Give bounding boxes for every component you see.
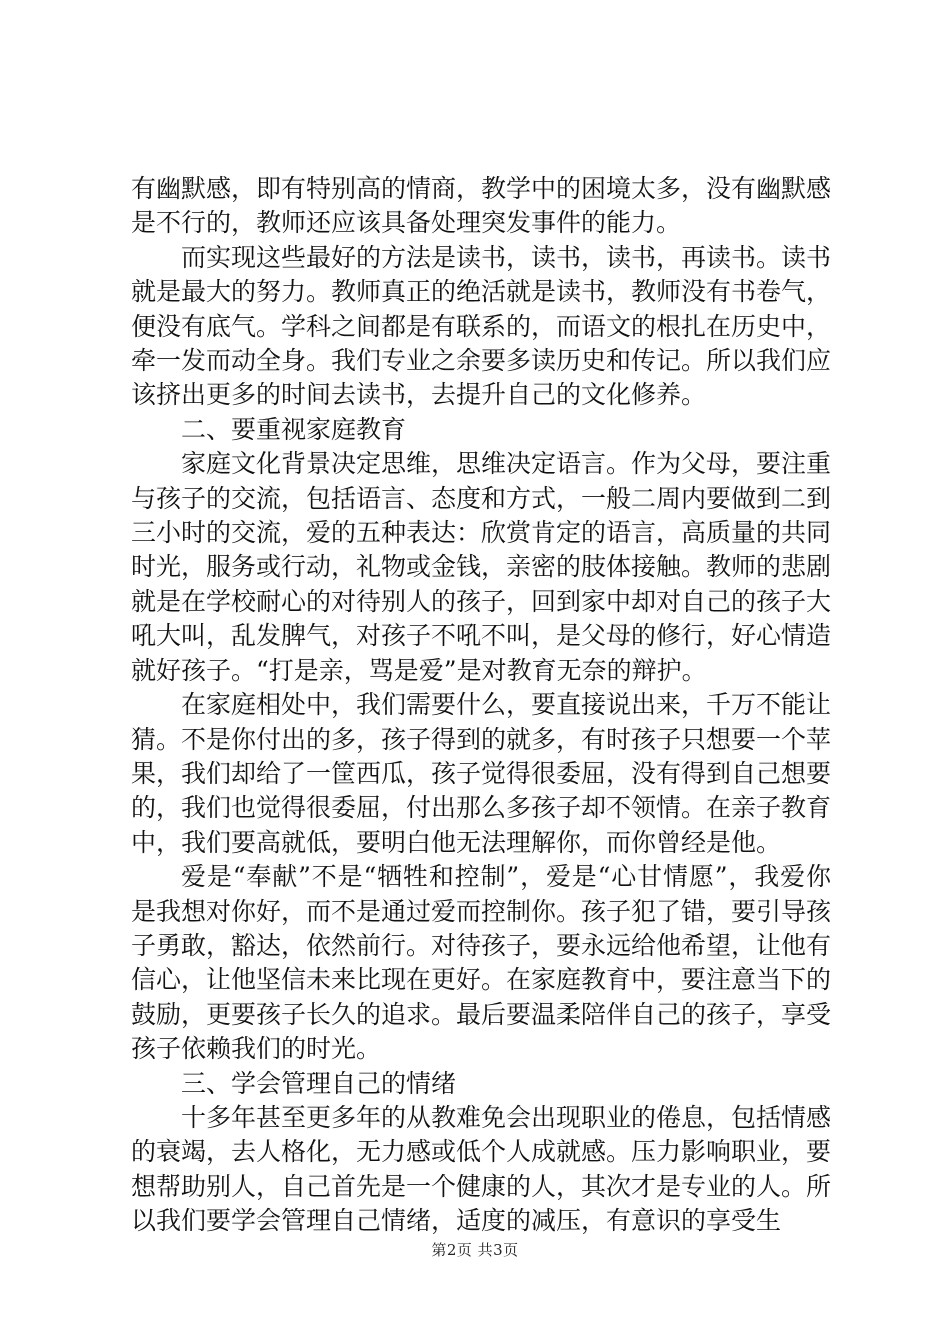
paragraph-burnout: 十多年甚至更多年的从教难免会出现职业的倦息，包括情感的衰竭，去人格化，无力感或低个人成就感。压力影响职业，要想帮助别人，自己首先是一个健康的人，其次才是专业的人。所以我们要学会管理自己情绪，适度的减压，有意识的享受生: [131, 1102, 832, 1236]
section-heading-emotion-management: 三、学会管理自己的情绪: [181, 1068, 457, 1098]
document-body: [131, 172, 831, 1239]
paragraph-continuation: 有幽默感，即有特别高的情商，教学中的困境太多，没有幽默感是不行的，教师还应该具备处理突发事件的能力。: [131, 174, 832, 238]
page-number-footer: 第2页 共3页: [431, 1241, 519, 1259]
paragraph-family-culture: 家庭文化背景决定思维，思维决定语言。作为父母，要注重与孩子的交流，包括语言、态度和方式，一般二周内要做到二到三小时的交流，爱的五种表达：欣赏肯定的语言，高质量的共同时光，服务或行动，礼物或金钱，亲密的肢体接触。教师的悲剧就是在学校耐心的对待别人的孩子，回到家中却对自己的孩子大吼大叫，乱发脾气，对孩子不吼不叫，是父母的修行，好心情造就好孩子。“打是亲，骂是爱”是对教育无奈的辩护。: [131, 449, 832, 685]
section-heading-family-education: 二、要重视家庭教育: [181, 414, 407, 444]
paragraph-reading: 而实现这些最好的方法是读书，读书，读书，再读书。读书就是最大的努力。教师真正的绝活就是读书，教师没有书卷气，便没有底气。学科之间都是有联系的，而语文的根扎在历史中，牵一发而动全身。我们专业之余要多读历史和传记。所以我们应该挤出更多的时间去读书，去提升自己的文化修养。: [131, 242, 832, 410]
paragraph-family-communication: 在家庭相处中，我们需要什么，要直接说出来，千万不能让猜。不是你付出的多，孩子得到的就多，有时孩子只想要一个苹果，我们却给了一筐西瓜，孩子觉得很委屈，没有得到自己想要的，我们也觉得很委屈，付出那么多孩子却不领情。在亲子教育中，我们要高就低，要明白他无法理解你，而你曾经是他。: [131, 690, 832, 857]
paragraph-love: 爱是“奉献”不是“牺牲和控制”，爱是“心甘情愿”，我爱你是我想对你好，而不是通过爱而控制你。孩子犯了错，要引导孩子勇敢，豁达，依然前行。对待孩子，要永远给他希望，让他有信心，让他坚信未来比现在更好。在家庭教育中，要注意当下的鼓励，更要孩子长久的追求。最后要温柔陪伴自己的孩子，享受孩子依赖我们的时光。: [131, 862, 832, 1064]
